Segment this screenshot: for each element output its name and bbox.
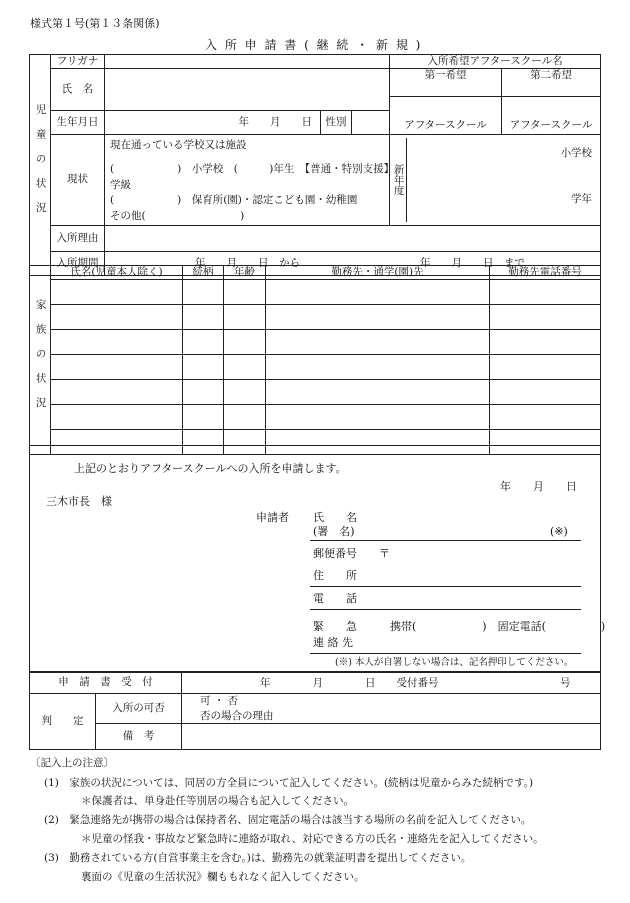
period-to: 年 月 日 まで bbox=[420, 256, 525, 269]
furigana-label: フリガナ bbox=[51, 55, 105, 69]
reason-no-text: 否の場合の理由 bbox=[200, 709, 274, 722]
col-name: 氏名(児童本人除く) bbox=[51, 266, 183, 280]
family-table bbox=[29, 265, 601, 455]
family-work-cell[interactable] bbox=[266, 405, 490, 430]
phone-underline bbox=[310, 609, 581, 610]
wish-second-label: 第二希望 bbox=[502, 69, 601, 97]
family-work-cell[interactable] bbox=[266, 330, 490, 355]
statement: 上記のとおりアフタースクールへの入所を申請します。 bbox=[74, 462, 347, 475]
family-phone-cell[interactable] bbox=[490, 405, 601, 430]
family-name-cell[interactable] bbox=[51, 380, 183, 405]
col-work: 勤務先・通学(園)先 bbox=[266, 266, 490, 280]
form-id: 様式第１号(第１３条関係) bbox=[30, 17, 160, 30]
family-row bbox=[30, 305, 601, 330]
yes-no-text[interactable]: 可 ・ 否 bbox=[200, 695, 239, 708]
receipt-field[interactable] bbox=[182, 672, 601, 694]
nursery-line[interactable]: ( ) 保育所(園)・認定こども園・幼稚園 bbox=[110, 194, 358, 207]
mayor-address: 三木市長 様 bbox=[46, 495, 112, 508]
family-phone-cell[interactable] bbox=[490, 380, 601, 405]
signature-footnote: (※) 本人が自署しない場合は、記名押印してください。 bbox=[335, 657, 574, 668]
family-work-cell[interactable] bbox=[266, 380, 490, 405]
family-work-cell[interactable] bbox=[266, 280, 490, 305]
family-phone-cell[interactable] bbox=[490, 330, 601, 355]
note-2: (2) 緊急連絡先が携帯の場合は保持者名、固定電話の場合は該当する場所の名前を記入してください。 bbox=[44, 814, 532, 826]
name-label: 氏 名 bbox=[51, 69, 105, 111]
family-age-cell[interactable] bbox=[224, 330, 266, 355]
reason-field[interactable] bbox=[105, 225, 601, 251]
family-row bbox=[30, 380, 601, 405]
postal-label[interactable]: 郵便番号 〒 bbox=[313, 547, 390, 560]
other-line[interactable]: その他( ) bbox=[110, 210, 245, 223]
family-age-cell[interactable] bbox=[224, 280, 266, 305]
family-name-cell[interactable] bbox=[51, 355, 183, 380]
note-2b: ＊児童の怪我・事故など緊急時に連絡が取れ、対応できる方の氏名・連絡先を記入してください。 bbox=[81, 833, 544, 845]
decision-label: 判 定 bbox=[30, 694, 96, 750]
approval-field[interactable] bbox=[182, 694, 601, 724]
family-age-cell[interactable] bbox=[224, 355, 266, 380]
col-age: 年齢 bbox=[224, 266, 266, 280]
col-phone: 勤務先電話番号 bbox=[490, 266, 601, 280]
phone-label[interactable]: 電 話 bbox=[313, 592, 357, 605]
gender-field[interactable] bbox=[352, 111, 390, 135]
form-title: 入 所 申 請 書 ( 継 続 ・ 新 規 ) bbox=[205, 38, 423, 52]
period-from: 年 月 日 から bbox=[195, 256, 300, 269]
family-age-cell[interactable] bbox=[224, 405, 266, 430]
family-work-cell[interactable] bbox=[266, 355, 490, 380]
emergency-label[interactable]: 緊 急 携帯( ) 固定電話( ) bbox=[313, 620, 606, 633]
family-row bbox=[30, 280, 601, 305]
family-name-cell[interactable] bbox=[51, 405, 183, 430]
family-relation-cell[interactable] bbox=[183, 305, 224, 330]
grade-text: 学年 bbox=[571, 193, 593, 205]
birthdate-label: 生年月日 bbox=[51, 111, 105, 135]
family-name-cell[interactable] bbox=[51, 280, 183, 305]
family-row bbox=[30, 355, 601, 380]
wish-header: 入所希望アフタースクール名 bbox=[390, 55, 601, 69]
applicant-box bbox=[29, 445, 606, 673]
wish-first-label: 第一希望 bbox=[390, 69, 502, 97]
address-label[interactable]: 住 所 bbox=[313, 569, 357, 582]
family-relation-cell[interactable] bbox=[183, 355, 224, 380]
signature-label: (署 名) bbox=[313, 525, 355, 538]
family-section-label: 家族の状況 bbox=[30, 266, 51, 455]
furigana-field[interactable] bbox=[105, 55, 390, 69]
new-year-field[interactable] bbox=[407, 138, 600, 222]
birthdate-field[interactable]: 年 月 日 bbox=[105, 111, 321, 135]
family-relation-cell[interactable] bbox=[183, 330, 224, 355]
family-name-cell[interactable] bbox=[51, 330, 183, 355]
col-relation: 続柄 bbox=[183, 266, 224, 280]
receipt-label: 申 請 書 受 付 bbox=[30, 672, 182, 694]
approval-label: 入所の可否 bbox=[96, 694, 182, 724]
signature-mark: (※) bbox=[550, 525, 568, 538]
remarks-label: 備 考 bbox=[96, 724, 182, 750]
period-label: 入所期間 bbox=[51, 251, 105, 275]
family-relation-cell[interactable] bbox=[183, 380, 224, 405]
family-work-cell[interactable] bbox=[266, 305, 490, 330]
application-date[interactable]: 年 月 日 bbox=[500, 480, 577, 493]
emergency-underline bbox=[310, 653, 581, 654]
wish-second-field[interactable]: アフタースクール bbox=[502, 97, 601, 135]
receipt-number: 号 bbox=[560, 677, 571, 689]
remarks-field[interactable] bbox=[182, 724, 601, 750]
family-relation-cell[interactable] bbox=[183, 405, 224, 430]
new-year-label: 新年度 bbox=[390, 138, 407, 222]
reason-label: 入所理由 bbox=[51, 225, 105, 251]
note-1: (1) 家族の状況については、同居の方全員について記入してください。(続柄は児童からみた続柄です。) bbox=[44, 777, 534, 789]
applicant-label: 申請者 bbox=[256, 511, 289, 524]
name-field[interactable] bbox=[105, 69, 390, 111]
elem-school-text: 小学校 bbox=[560, 147, 593, 159]
family-age-cell[interactable] bbox=[224, 380, 266, 405]
family-phone-cell[interactable] bbox=[490, 280, 601, 305]
note-3b: 裏面の《児童の生活状況》欄ももれなく記入してください。 bbox=[81, 871, 365, 883]
family-row bbox=[30, 405, 601, 430]
school-line: 現在通っている学校又は施設 bbox=[110, 139, 247, 152]
child-table bbox=[29, 54, 601, 276]
address-underline bbox=[310, 586, 581, 587]
gender-label: 性別 bbox=[321, 111, 352, 135]
family-phone-cell[interactable] bbox=[490, 355, 601, 380]
receipt-date: 年 月 日 受付番号 bbox=[260, 677, 439, 689]
family-name-cell[interactable] bbox=[51, 305, 183, 330]
office-table bbox=[29, 671, 601, 750]
child-section-label: 児童の状況 bbox=[30, 55, 51, 276]
elementary-line[interactable]: ( ) 小学校 ( )年生 【普通・特別支援】学級 bbox=[110, 162, 389, 191]
note-1b: ＊保護者は、単身赴任等別居の場合も記入してください。 bbox=[81, 795, 354, 807]
wish-first-field[interactable]: アフタースクール bbox=[390, 97, 502, 135]
family-age-cell[interactable] bbox=[224, 305, 266, 330]
notes-header: 〔記入上の注意〕 bbox=[30, 757, 114, 769]
family-relation-cell[interactable] bbox=[183, 280, 224, 305]
name-underline[interactable] bbox=[310, 540, 581, 541]
note-3: (3) 勤務されている方(自営事業主を含む。)は、勤務先の就業証明書を提出してください。 bbox=[44, 852, 472, 864]
name-sign-label: 氏 名 bbox=[313, 511, 357, 524]
family-row bbox=[30, 330, 601, 355]
status-label: 現状 bbox=[51, 135, 105, 226]
contact-label: 連 絡 先 bbox=[313, 636, 353, 649]
family-phone-cell[interactable] bbox=[490, 305, 601, 330]
